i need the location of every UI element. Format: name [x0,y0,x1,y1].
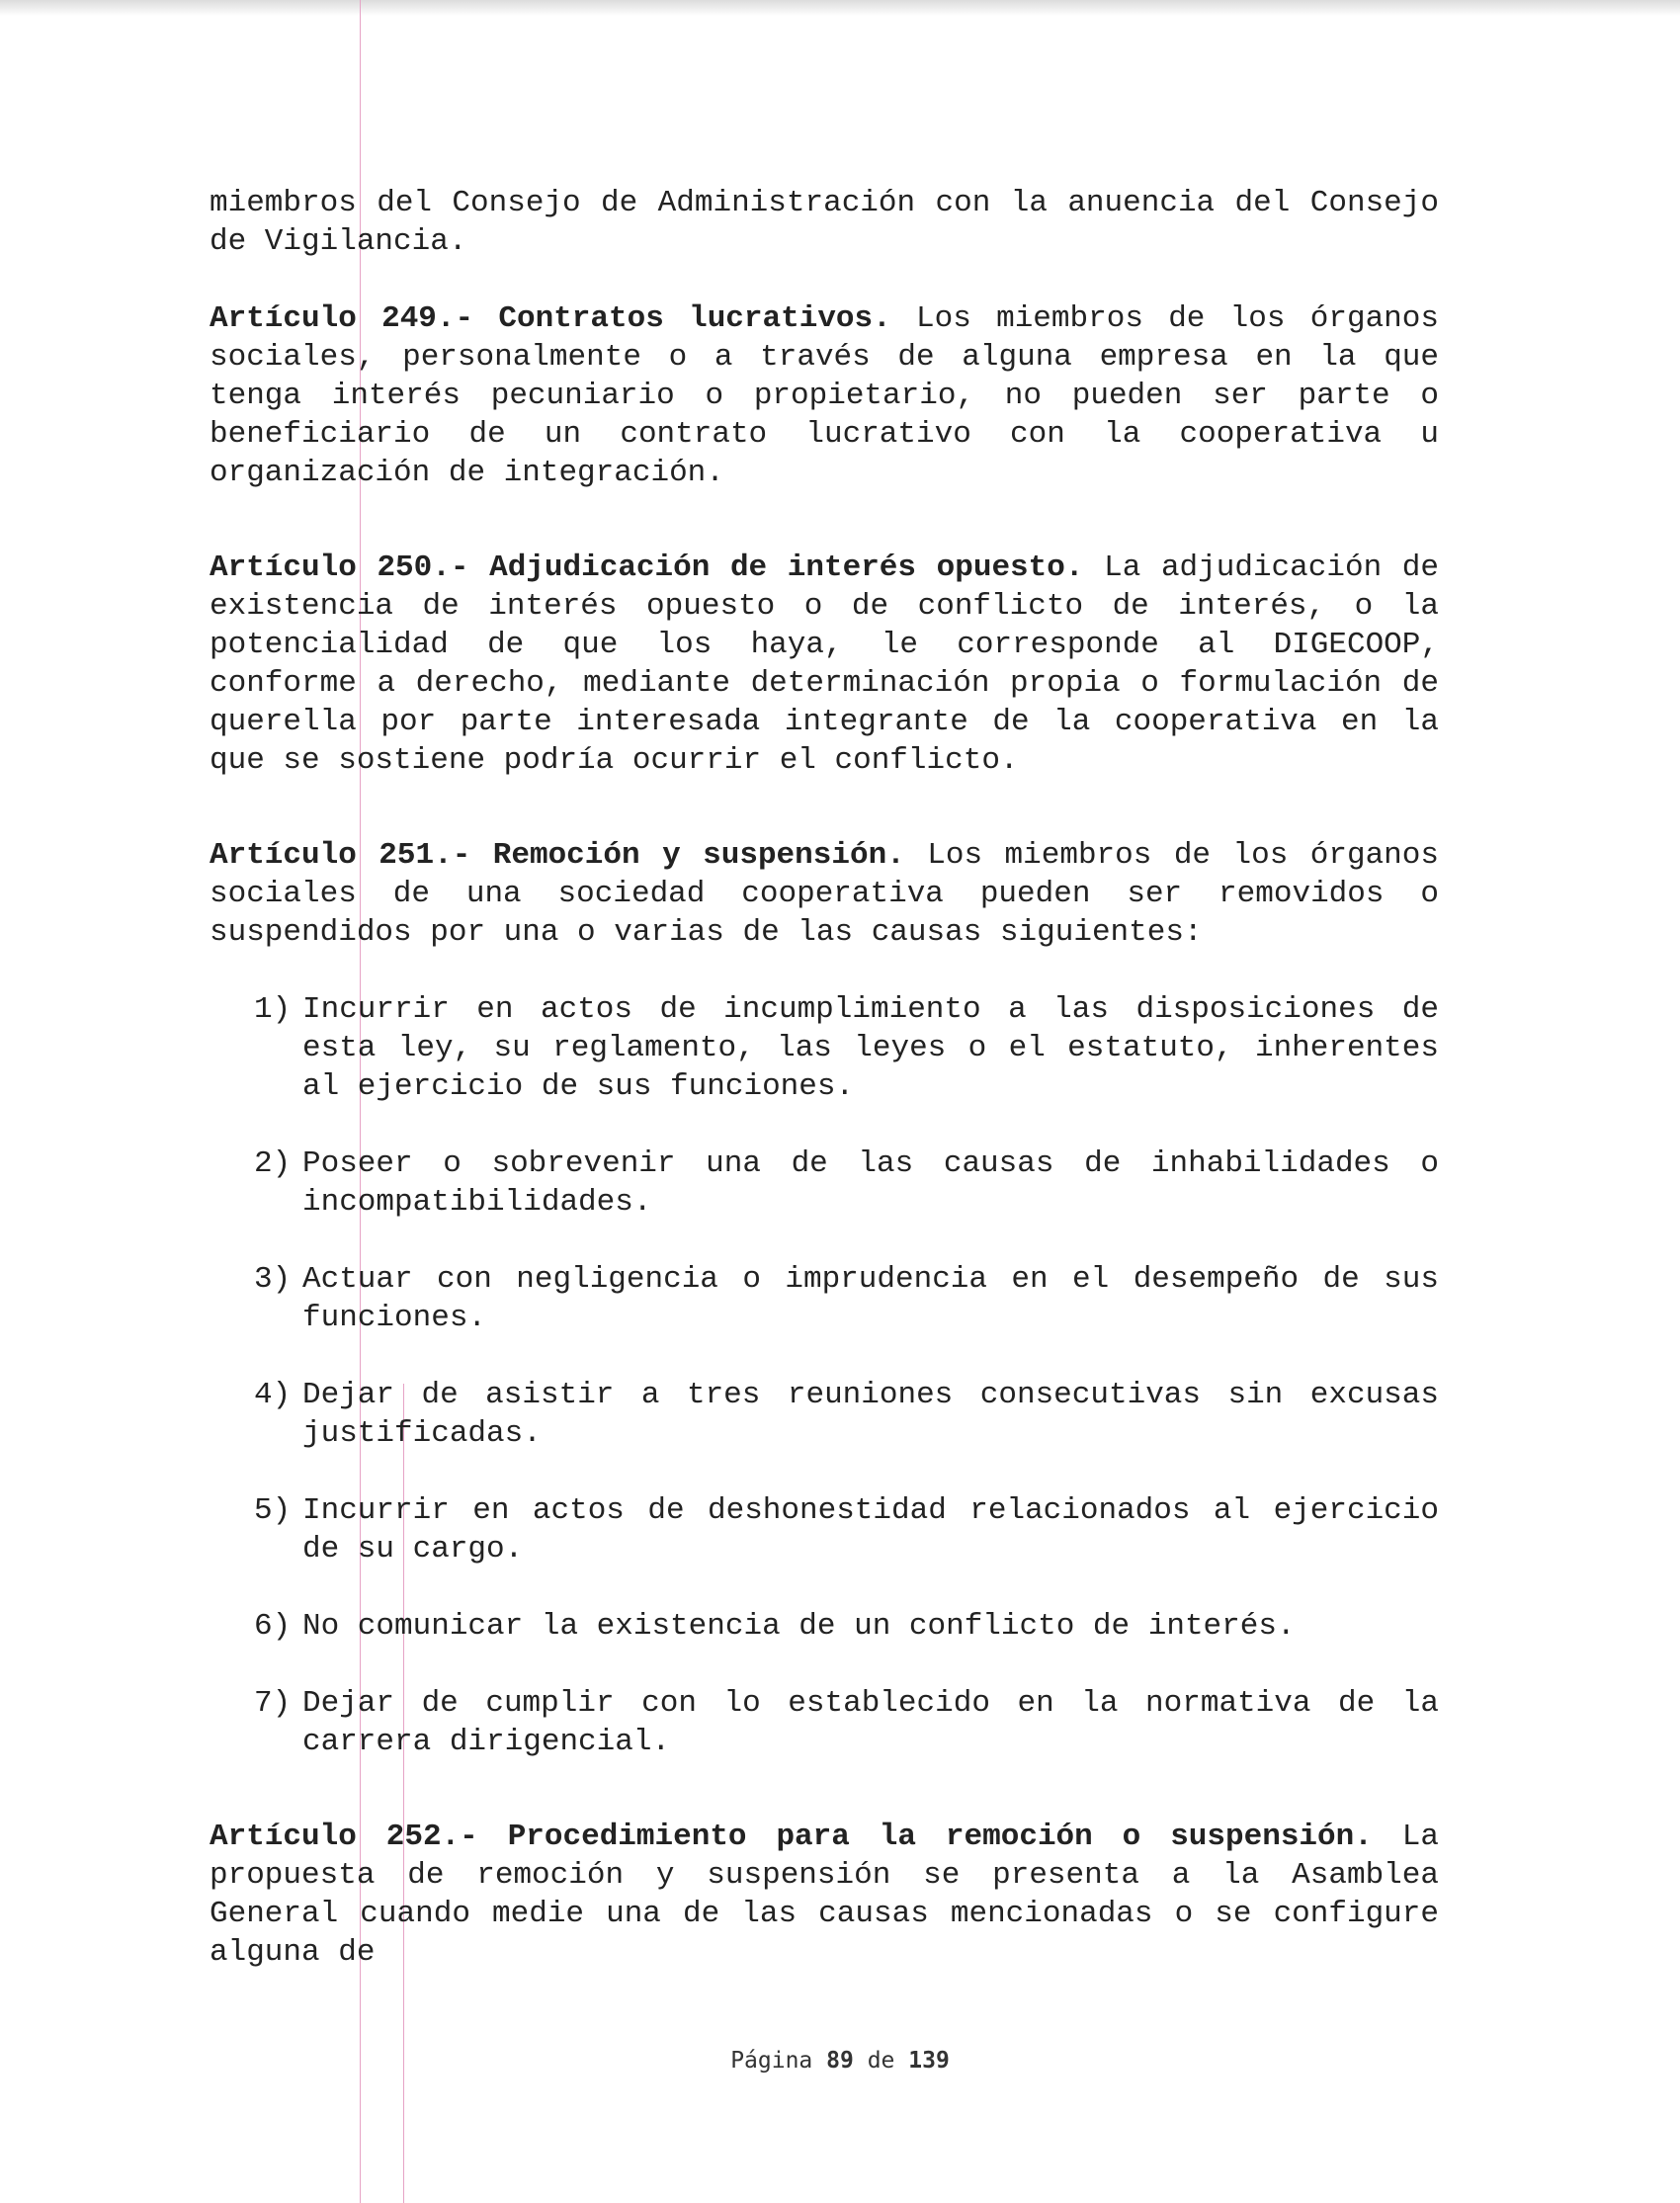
article-249-body: Los miembros de los órganos sociales, personalmente o a través de alguna empresa en la que tenga interés pecuniario o propietario, no pueden ser parte o beneficiario de un contrato lucrativo con la cooperativa u organización de integración. [210,301,1439,490]
list-item-number: 1) [254,992,292,1027]
causes-list [210,990,1439,1761]
list-item [210,1260,1439,1337]
article-252 [210,1818,1439,1972]
list-item-text: Actuar con negligencia o imprudencia en el desempeño de sus funciones. [302,1262,1439,1335]
article-251-body: Los miembros de los órganos sociales de una sociedad cooperativa pueden ser removidos o suspendidos por una o varias de las causas siguientes: [210,838,1439,950]
list-item-text: Dejar de cumplir con lo establecido en la normativa de la carrera dirigencial. [302,1686,1439,1759]
article-251-heading: Artículo 251.- Remoción y suspensión. [210,838,905,873]
page-footer [0,2048,1680,2074]
article-249-heading: Artículo 249.- Contratos lucrativos. [210,301,891,336]
list-item-number: 7) [254,1686,292,1721]
list-item-number: 3) [254,1262,292,1297]
list-item-number: 4) [254,1378,292,1412]
list-item [210,1607,1439,1646]
list-item [210,1491,1439,1568]
document-page [210,184,1439,1972]
list-item [210,990,1439,1106]
list-item-text: Poseer o sobrevenir una de las causas de inhabilidades o incompatibilidades. [302,1146,1439,1220]
list-item-number: 5) [254,1493,292,1528]
list-item [210,1684,1439,1761]
list-item-text: No comunicar la existencia de un conflicto de interés. [302,1609,1296,1644]
footer-of-label: de [867,2048,895,2074]
footer-total-pages: 139 [908,2048,950,2074]
article-251 [210,836,1439,952]
scan-top-shadow [0,0,1680,16]
list-item [210,1376,1439,1453]
article-252-heading: Artículo 252.- Procedimiento para la remoción o suspensión. [210,1820,1373,1854]
article-250-body: La adjudicación de existencia de interés opuesto o de conflicto de interés, o la potencialidad de que los haya, le corresponde al DIGECOOP, conforme a derecho, mediante determinación propia o formulación de querella por parte interesada integrante de la cooperativa en la que se sostiene podría ocurrir el conflicto. [210,551,1440,778]
footer-page-label: Página [730,2048,813,2074]
list-item-text: Incurrir en actos de deshonestidad relacionados al ejercicio de su cargo. [302,1493,1439,1567]
list-item-number: 2) [254,1146,292,1181]
list-item-text: Dejar de asistir a tres reuniones consecutivas sin excusas justificadas. [302,1378,1439,1451]
article-250-heading: Artículo 250.- Adjudicación de interés opuesto. [210,551,1084,585]
article-249 [210,299,1439,492]
list-item-number: 6) [254,1609,292,1644]
intro-paragraph: miembros del Consejo de Administración con la anuencia del Consejo de Vigilancia. [210,186,1439,259]
list-item-text: Incurrir en actos de incumplimiento a las disposiciones de esta ley, su reglamento, las leyes o el estatuto, inherentes al ejercicio de sus funciones. [302,992,1439,1104]
article-252-body: La propuesta de remoción y suspensión se presenta a la Asamblea General cuando medie una de las causas mencionadas o se configure alguna de [210,1820,1439,1970]
list-item [210,1144,1439,1222]
article-250 [210,549,1439,780]
footer-page-number: 89 [826,2048,854,2074]
